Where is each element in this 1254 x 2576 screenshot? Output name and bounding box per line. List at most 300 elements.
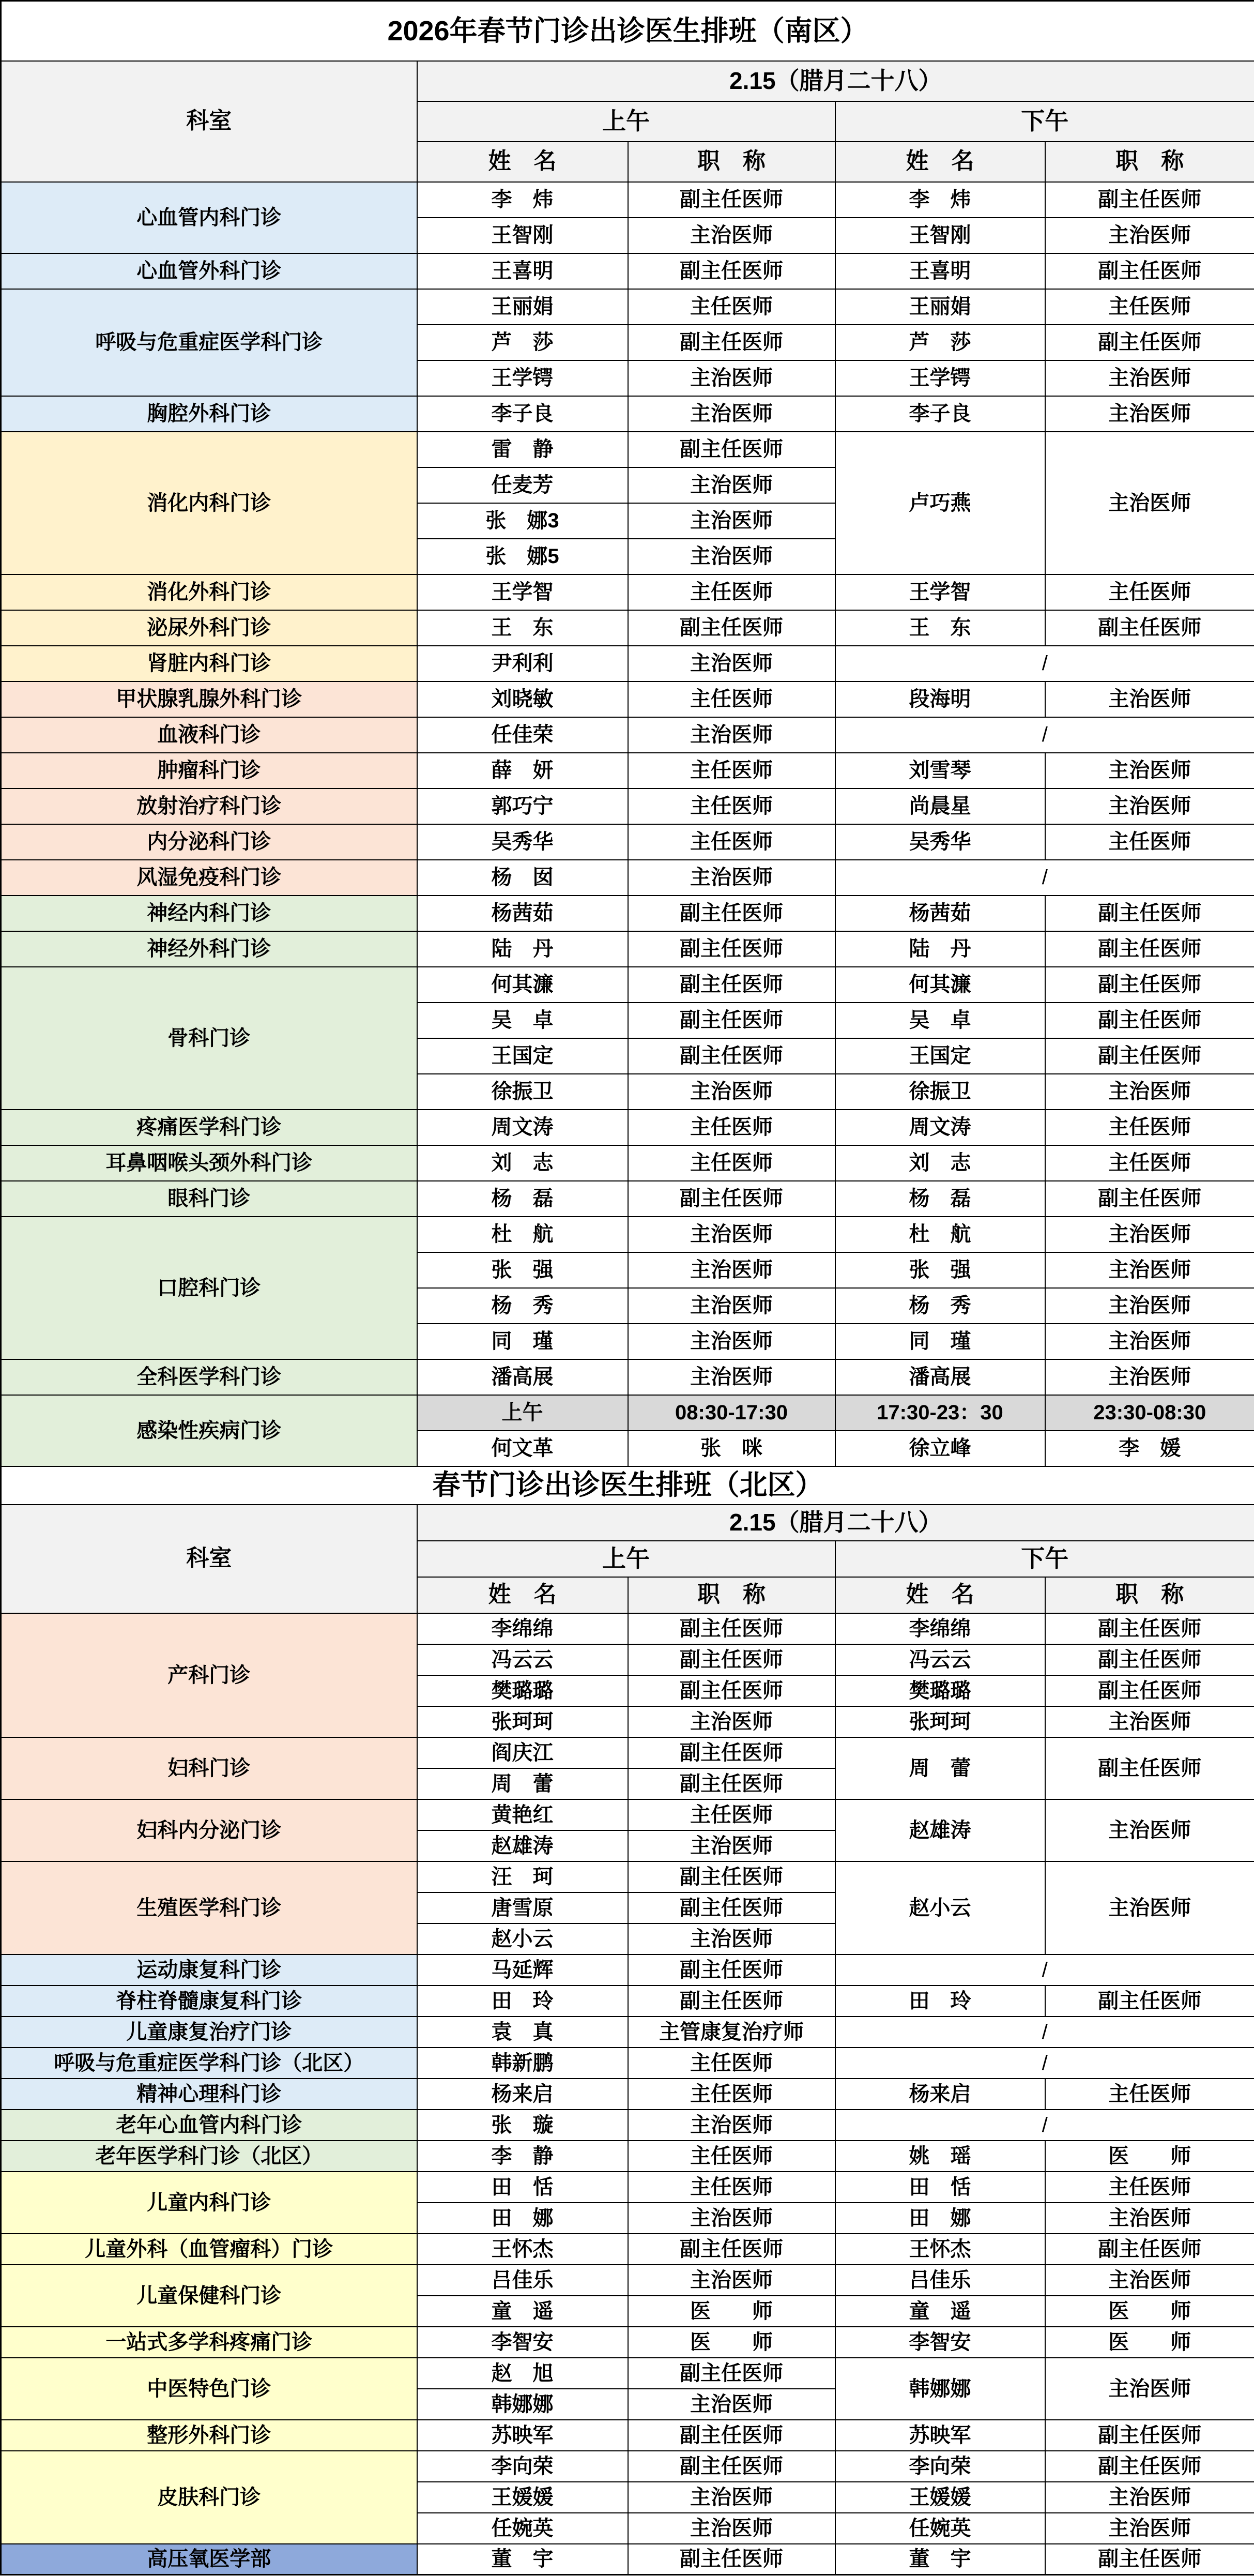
doctor-name-cell: 李绵绵 <box>417 1613 628 1644</box>
doctor-title-cell: 副主任医师 <box>1045 2420 1254 2451</box>
table-row <box>1 574 1254 610</box>
doctor-title-cell: 副主任医师 <box>1045 1181 1254 1217</box>
doctor-title-cell: 主任医师 <box>1045 1145 1254 1181</box>
dept-cell: 整形外科门诊 <box>1 2420 417 2451</box>
doctor-title-cell: 副主任医师 <box>628 253 835 289</box>
doctor-name-cell: 童 遥 <box>417 2296 628 2327</box>
doctor-title-cell: 副主任医师 <box>628 610 835 646</box>
table-row <box>1 1181 1254 1217</box>
name-column-header: 姓 名 <box>417 142 628 182</box>
table-row <box>1 1217 1254 1252</box>
doctor-name-cell: 杨来启 <box>835 2079 1045 2110</box>
doctor-name-cell: 黄艳红 <box>417 1799 628 1830</box>
doctor-name-cell: 冯云云 <box>417 1644 628 1675</box>
doctor-title-cell: 主任医师 <box>628 2079 835 2110</box>
doctor-title-cell: 副主任医师 <box>628 2358 835 2389</box>
schedule-table-body <box>1 1 1254 2575</box>
doctor-title-cell: 主治医师 <box>628 1288 835 1324</box>
doctor-name-cell: 童 遥 <box>835 2296 1045 2327</box>
doctor-name-cell: 田 玲 <box>417 1986 628 2017</box>
doctor-name-cell: 周 蕾 <box>417 1768 628 1799</box>
doctor-name-cell: 苏映军 <box>417 2420 628 2451</box>
doctor-title-cell: 副主任医师 <box>1045 1038 1254 1074</box>
doctor-title-cell: 副主任医师 <box>1045 967 1254 1003</box>
doctor-name-cell: 苏映军 <box>835 2420 1045 2451</box>
doctor-name-cell: 阎庆江 <box>417 1737 628 1768</box>
doctor-name-cell: 李智安 <box>417 2327 628 2358</box>
dept-cell: 眼科门诊 <box>1 1181 417 1217</box>
doctor-name-cell: 王媛媛 <box>835 2482 1045 2513</box>
doctor-title-cell: 主任医师 <box>628 824 835 860</box>
table-row <box>1 182 1254 218</box>
doctor-name-cell: 袁 真 <box>417 2017 628 2048</box>
doctor-title-cell: 副主任医师 <box>628 1892 835 1923</box>
dept-cell: 精神心理科门诊 <box>1 2079 417 2110</box>
dept-cell: 运动康复科门诊 <box>1 1954 417 1986</box>
doctor-title-cell: 主治医师 <box>628 1830 835 1861</box>
table-row <box>1 789 1254 824</box>
doctor-title-cell: 主治医师 <box>1045 2482 1254 2513</box>
dept-cell: 皮肤科门诊 <box>1 2451 417 2544</box>
doctor-name-cell: 吴秀华 <box>417 824 628 860</box>
morning-header: 上午 <box>417 101 835 142</box>
table-row <box>1 2451 1254 2482</box>
doctor-title-cell: 副主任医师 <box>628 325 835 360</box>
doctor-title-cell: 副主任医师 <box>1045 610 1254 646</box>
doctor-name-cell: 韩娜娜 <box>835 2358 1045 2420</box>
doctor-name-cell: 周 蕾 <box>835 1737 1045 1799</box>
doctor-name-cell: 樊璐璐 <box>417 1675 628 1706</box>
table-row <box>1 2327 1254 2358</box>
table-row <box>1 1613 1254 1644</box>
doctor-title-cell: 副主任医师 <box>1045 2544 1254 2575</box>
doctor-name-cell: 同 瑾 <box>417 1324 628 1359</box>
table-row <box>1 2234 1254 2265</box>
doctor-name-cell: 雷 静 <box>417 432 628 467</box>
dept-cell: 呼吸与危重症医学科门诊 <box>1 289 417 396</box>
doctor-name-cell: 杨来启 <box>417 2079 628 2110</box>
doctor-title-cell: 主治医师 <box>628 539 835 574</box>
doctor-name-cell: 杨茜茹 <box>835 896 1045 931</box>
doctor-title-cell: 副主任医师 <box>1045 253 1254 289</box>
doctor-title-cell: 副主任医师 <box>1045 2234 1254 2265</box>
doctor-title-cell: 副主任医师 <box>628 1861 835 1892</box>
table-row <box>1 2048 1254 2079</box>
date-header: 2.15（腊月二十八） <box>417 1505 1254 1541</box>
doctor-title-cell: 主治医师 <box>628 646 835 681</box>
doctor-title-cell: 副主任医师 <box>628 1737 835 1768</box>
doctor-name-cell: 田 恬 <box>417 2172 628 2203</box>
dept-cell: 全科医学科门诊 <box>1 1359 417 1395</box>
doctor-title-cell: 副主任医师 <box>1045 182 1254 218</box>
doctor-name-cell: 何其濂 <box>417 967 628 1003</box>
table-row <box>1 1110 1254 1145</box>
doctor-name-cell: 吴 卓 <box>417 1003 628 1038</box>
doctor-title-cell: 副主任医师 <box>628 967 835 1003</box>
doctor-title-cell: 医 师 <box>1045 2296 1254 2327</box>
doctor-name-cell: 刘 志 <box>417 1145 628 1181</box>
doctor-title-cell: 副主任医师 <box>628 182 835 218</box>
doctor-name-cell: 杨 秀 <box>417 1288 628 1324</box>
doctor-name-cell: 同 瑾 <box>835 1324 1045 1359</box>
doctor-title-cell: 主治医师 <box>1045 1861 1254 1954</box>
doctor-name-cell: 杨 磊 <box>835 1181 1045 1217</box>
doctor-title-cell: 主治医师 <box>1045 789 1254 824</box>
doctor-name-cell: 尚晨星 <box>835 789 1045 824</box>
dept-cell: 神经外科门诊 <box>1 931 417 967</box>
table-row <box>1 2172 1254 2203</box>
table-row <box>1 253 1254 289</box>
doctor-title-cell: 副主任医师 <box>1045 1613 1254 1644</box>
table-row <box>1 2544 1254 2575</box>
doctor-title-cell: 主治医师 <box>628 503 835 539</box>
doctor-name-cell: 王智刚 <box>835 218 1045 253</box>
doctor-name-cell: 张珂珂 <box>417 1706 628 1737</box>
dept-cell: 疼痛医学科门诊 <box>1 1110 417 1145</box>
doctor-title-cell: 主治医师 <box>628 2203 835 2234</box>
doctor-title-cell: 主治医师 <box>628 1324 835 1359</box>
dept-cell: 甲状腺乳腺外科门诊 <box>1 681 417 717</box>
dept-cell: 妇科门诊 <box>1 1737 417 1799</box>
dept-cell: 肾脏内科门诊 <box>1 646 417 681</box>
dept-cell: 产科门诊 <box>1 1613 417 1737</box>
doctor-name-cell: 刘雪琴 <box>835 753 1045 789</box>
doctor-name-cell: 田 玲 <box>835 1986 1045 2017</box>
doctor-name-cell: 杜 航 <box>835 1217 1045 1252</box>
slash-cell: / <box>835 2048 1254 2079</box>
doctor-name-cell: 张 娜3 <box>417 503 628 539</box>
doctor-name-cell: 王学智 <box>835 574 1045 610</box>
section-title: 春节门诊出诊医生排班（北区） <box>1 1466 1254 1505</box>
table-row <box>1 432 1254 467</box>
doctor-name-cell: 芦 莎 <box>835 325 1045 360</box>
doctor-title-cell: 主任医师 <box>628 1145 835 1181</box>
dept-cell: 感染性疾病门诊 <box>1 1395 417 1466</box>
doctor-title-cell: 主任医师 <box>628 2141 835 2172</box>
doctor-name-cell: 郭巧宁 <box>417 789 628 824</box>
title-column-header: 职 称 <box>1045 1577 1254 1613</box>
doctor-title-cell: 主治医师 <box>628 2389 835 2420</box>
doctor-title-cell: 主治医师 <box>1045 1324 1254 1359</box>
doctor-title-cell: 主任医师 <box>628 1110 835 1145</box>
doctor-title-cell: 主任医师 <box>628 574 835 610</box>
name-column-header: 姓 名 <box>417 1577 628 1613</box>
dept-cell: 泌尿外科门诊 <box>1 610 417 646</box>
doctor-name-cell: 张 娜5 <box>417 539 628 574</box>
doctor-title-cell: 副主任医师 <box>1045 1675 1254 1706</box>
dept-cell: 一站式多学科疼痛门诊 <box>1 2327 417 2358</box>
doctor-title-cell: 医 师 <box>628 2327 835 2358</box>
dept-cell: 妇科内分泌门诊 <box>1 1799 417 1861</box>
doctor-name-cell: 吴秀华 <box>835 824 1045 860</box>
slash-cell: / <box>835 717 1254 753</box>
doctor-name-cell: 张珂珂 <box>835 1706 1045 1737</box>
doctor-title-cell: 副主任医师 <box>628 2544 835 2575</box>
doctor-name-cell: 任婉英 <box>835 2513 1045 2544</box>
doctor-title-cell: 副主任医师 <box>628 1613 835 1644</box>
doctor-name-cell: 王智刚 <box>417 218 628 253</box>
doctor-name-cell: 潘高展 <box>417 1359 628 1395</box>
doctor-title-cell: 主任医师 <box>1045 2172 1254 2203</box>
dept-column-header: 科室 <box>1 61 417 182</box>
table-row <box>1 2265 1254 2296</box>
table-row <box>1 61 1254 101</box>
slash-cell: / <box>835 646 1254 681</box>
doctor-name-cell: 潘高展 <box>835 1359 1045 1395</box>
name-column-header: 姓 名 <box>835 142 1045 182</box>
dept-cell: 肿瘤科门诊 <box>1 753 417 789</box>
doctor-name-cell: 李 媛 <box>1045 1431 1254 1466</box>
doctor-title-cell: 副主任医师 <box>1045 896 1254 931</box>
doctor-name-cell: 王国定 <box>835 1038 1045 1074</box>
doctor-name-cell: 尹利利 <box>417 646 628 681</box>
doctor-name-cell: 李智安 <box>835 2327 1045 2358</box>
doctor-name-cell: 杨茜茹 <box>417 896 628 931</box>
doctor-name-cell: 李 静 <box>417 2141 628 2172</box>
title-column-header: 职 称 <box>628 1577 835 1613</box>
doctor-name-cell: 田 娜 <box>835 2203 1045 2234</box>
dept-cell: 口腔科门诊 <box>1 1217 417 1359</box>
slash-cell: / <box>835 1954 1254 1986</box>
doctor-title-cell: 副主任医师 <box>1045 1986 1254 2017</box>
dept-cell: 耳鼻咽喉头颈外科门诊 <box>1 1145 417 1181</box>
doctor-title-cell: 医 师 <box>1045 2141 1254 2172</box>
doctor-name-cell: 任麦芳 <box>417 467 628 503</box>
doctor-name-cell: 杨 秀 <box>835 1288 1045 1324</box>
doctor-name-cell: 王丽娟 <box>417 289 628 325</box>
doctor-name-cell: 王 东 <box>417 610 628 646</box>
doctor-title-cell: 主治医师 <box>1045 753 1254 789</box>
doctor-name-cell: 周文涛 <box>835 1110 1045 1145</box>
doctor-name-cell: 李 炜 <box>417 182 628 218</box>
dept-cell: 内分泌科门诊 <box>1 824 417 860</box>
table-row <box>1 2110 1254 2141</box>
doctor-name-cell: 吴 卓 <box>835 1003 1045 1038</box>
doctor-name-cell: 韩娜娜 <box>417 2389 628 2420</box>
dept-cell: 儿童保健科门诊 <box>1 2265 417 2327</box>
dept-cell: 呼吸与危重症医学科门诊（北区） <box>1 2048 417 2079</box>
morning-header: 上午 <box>417 1541 835 1577</box>
table-row <box>1 681 1254 717</box>
dept-cell: 中医特色门诊 <box>1 2358 417 2420</box>
doctor-name-cell: 何文革 <box>417 1431 628 1466</box>
dept-cell: 放射治疗科门诊 <box>1 789 417 824</box>
doctor-name-cell: 杜 航 <box>417 1217 628 1252</box>
doctor-title-cell: 主任医师 <box>628 1799 835 1830</box>
doctor-title-cell: 主治医师 <box>1045 218 1254 253</box>
doctor-name-cell: 徐振卫 <box>417 1074 628 1110</box>
doctor-name-cell: 薛 妍 <box>417 753 628 789</box>
table-row <box>1 1986 1254 2017</box>
doctor-name-cell: 姚 瑶 <box>835 2141 1045 2172</box>
doctor-title-cell: 主任医师 <box>628 2172 835 2203</box>
doctor-title-cell: 主任医师 <box>628 289 835 325</box>
dept-cell: 老年心血管内科门诊 <box>1 2110 417 2141</box>
table-row <box>1 824 1254 860</box>
doctor-name-cell: 刘 志 <box>835 1145 1045 1181</box>
doctor-title-cell: 主治医师 <box>1045 2265 1254 2296</box>
doctor-title-cell: 主任医师 <box>1045 289 1254 325</box>
dept-cell: 胸腔外科门诊 <box>1 396 417 432</box>
shift-time-cell: 08:30-17:30 <box>628 1395 835 1431</box>
doctor-title-cell: 副主任医师 <box>1045 1644 1254 1675</box>
doctor-title-cell: 副主任医师 <box>628 1954 835 1986</box>
shift-time-cell: 23:30-08:30 <box>1045 1395 1254 1431</box>
doctor-title-cell: 主治医师 <box>1045 2203 1254 2234</box>
table-row <box>1 2358 1254 2389</box>
dept-cell: 血液科门诊 <box>1 717 417 753</box>
doctor-name-cell: 赵 旭 <box>417 2358 628 2389</box>
doctor-name-cell: 王国定 <box>417 1038 628 1074</box>
table-row <box>1 1861 1254 1892</box>
table-row <box>1 1737 1254 1768</box>
dept-cell: 心血管外科门诊 <box>1 253 417 289</box>
table-row <box>1 1954 1254 1986</box>
doctor-title-cell: 主治医师 <box>628 1923 835 1954</box>
doctor-name-cell: 陆 丹 <box>417 931 628 967</box>
doctor-title-cell: 主治医师 <box>628 360 835 396</box>
doctor-name-cell: 马延辉 <box>417 1954 628 1986</box>
doctor-title-cell: 主任医师 <box>1045 1110 1254 1145</box>
table-row <box>1 1466 1254 1505</box>
doctor-name-cell: 陆 丹 <box>835 931 1045 967</box>
table-row <box>1 753 1254 789</box>
doctor-name-cell: 李向荣 <box>835 2451 1045 2482</box>
doctor-title-cell: 主治医师 <box>628 860 835 896</box>
doctor-title-cell: 主治医师 <box>1045 432 1254 574</box>
doctor-title-cell: 副主任医师 <box>628 1038 835 1074</box>
doctor-title-cell: 主管康复治疗师 <box>628 2017 835 2048</box>
doctor-name-cell: 田 娜 <box>417 2203 628 2234</box>
doctor-title-cell: 主治医师 <box>628 1217 835 1252</box>
doctor-name-cell: 吕佳乐 <box>417 2265 628 2296</box>
doctor-title-cell: 主任医师 <box>1045 824 1254 860</box>
doctor-title-cell: 主治医师 <box>628 2265 835 2296</box>
doctor-name-cell: 杨 囡 <box>417 860 628 896</box>
table-row <box>1 2141 1254 2172</box>
afternoon-header: 下午 <box>835 101 1254 142</box>
dept-cell: 儿童康复治疗门诊 <box>1 2017 417 2048</box>
doctor-name-cell: 赵小云 <box>417 1923 628 1954</box>
doctor-name-cell: 王喜明 <box>835 253 1045 289</box>
slash-cell: / <box>835 2110 1254 2141</box>
table-row <box>1 1505 1254 1541</box>
doctor-title-cell: 医 师 <box>1045 2327 1254 2358</box>
doctor-title-cell: 主治医师 <box>628 2482 835 2513</box>
doctor-title-cell: 主治医师 <box>1045 1217 1254 1252</box>
doctor-name-cell: 周文涛 <box>417 1110 628 1145</box>
doctor-name-cell: 王喜明 <box>417 253 628 289</box>
doctor-title-cell: 主治医师 <box>1045 2513 1254 2544</box>
doctor-title-cell: 副主任医师 <box>628 1003 835 1038</box>
doctor-name-cell: 王学锷 <box>835 360 1045 396</box>
doctor-title-cell: 主治医师 <box>1045 1252 1254 1288</box>
doctor-title-cell: 副主任医师 <box>1045 1737 1254 1799</box>
doctor-name-cell: 冯云云 <box>835 1644 1045 1675</box>
doctor-name-cell: 吕佳乐 <box>835 2265 1045 2296</box>
table-row <box>1 646 1254 681</box>
doctor-name-cell: 何其濂 <box>835 967 1045 1003</box>
doctor-name-cell: 王怀杰 <box>835 2234 1045 2265</box>
slash-cell: / <box>835 860 1254 896</box>
dept-cell: 生殖医学科门诊 <box>1 1861 417 1954</box>
doctor-title-cell: 主治医师 <box>628 1074 835 1110</box>
doctor-name-cell: 刘晓敏 <box>417 681 628 717</box>
table-row <box>1 289 1254 325</box>
dept-cell: 脊柱脊髓康复科门诊 <box>1 1986 417 2017</box>
doctor-title-cell: 主治医师 <box>628 1706 835 1737</box>
table-row <box>1 396 1254 432</box>
dept-cell: 骨科门诊 <box>1 967 417 1110</box>
doctor-title-cell: 主治医师 <box>1045 360 1254 396</box>
doctor-name-cell: 樊璐璐 <box>835 1675 1045 1706</box>
doctor-title-cell: 主任医师 <box>628 789 835 824</box>
title-column-header: 职 称 <box>628 142 835 182</box>
doctor-title-cell: 副主任医师 <box>628 896 835 931</box>
shift-time-cell: 17:30-23：30 <box>835 1395 1045 1431</box>
doctor-name-cell: 王学锷 <box>417 360 628 396</box>
dept-cell: 风湿免疫科门诊 <box>1 860 417 896</box>
doctor-name-cell: 赵小云 <box>835 1861 1045 1954</box>
title-column-header: 职 称 <box>1045 142 1254 182</box>
slash-cell: / <box>835 2017 1254 2048</box>
doctor-title-cell: 主治医师 <box>628 2110 835 2141</box>
doctor-title-cell: 副主任医师 <box>628 2451 835 2482</box>
table-row <box>1 717 1254 753</box>
doctor-title-cell: 副主任医师 <box>1045 325 1254 360</box>
doctor-name-cell: 徐立峰 <box>835 1431 1045 1466</box>
doctor-title-cell: 主治医师 <box>628 396 835 432</box>
name-column-header: 姓 名 <box>835 1577 1045 1613</box>
table-row <box>1 2420 1254 2451</box>
doctor-title-cell: 主任医师 <box>1045 574 1254 610</box>
date-header: 2.15（腊月二十八） <box>417 61 1254 101</box>
doctor-title-cell: 主治医师 <box>628 218 835 253</box>
doctor-name-cell: 韩新鹏 <box>417 2048 628 2079</box>
table-row <box>1 896 1254 931</box>
table-row <box>1 967 1254 1003</box>
doctor-name-cell: 王学智 <box>417 574 628 610</box>
doctor-title-cell: 副主任医师 <box>628 1675 835 1706</box>
doctor-name-cell: 杨 磊 <box>417 1181 628 1217</box>
doctor-title-cell: 主治医师 <box>628 717 835 753</box>
doctor-name-cell: 张 咪 <box>628 1431 835 1466</box>
doctor-name-cell: 李绵绵 <box>835 1613 1045 1644</box>
doctor-title-cell: 主任医师 <box>628 2048 835 2079</box>
doctor-title-cell: 副主任医师 <box>628 1644 835 1675</box>
doctor-title-cell: 主治医师 <box>1045 1799 1254 1861</box>
table-row <box>1 2017 1254 2048</box>
doctor-name-cell: 李子良 <box>417 396 628 432</box>
doctor-name-cell: 赵雄涛 <box>835 1799 1045 1861</box>
doctor-title-cell: 主治医师 <box>1045 396 1254 432</box>
table-row <box>1 860 1254 896</box>
doctor-title-cell: 主治医师 <box>628 467 835 503</box>
doctor-title-cell: 副主任医师 <box>628 1181 835 1217</box>
table-row <box>1 1395 1254 1431</box>
doctor-title-cell: 副主任医师 <box>628 1986 835 2017</box>
dept-cell: 心血管内科门诊 <box>1 182 417 253</box>
doctor-name-cell: 任佳荣 <box>417 717 628 753</box>
doctor-title-cell: 主治医师 <box>628 2513 835 2544</box>
doctor-title-cell: 主任医师 <box>628 753 835 789</box>
doctor-name-cell: 段海明 <box>835 681 1045 717</box>
doctor-name-cell: 田 恬 <box>835 2172 1045 2203</box>
doctor-title-cell: 副主任医师 <box>1045 931 1254 967</box>
doctor-title-cell: 副主任医师 <box>628 1768 835 1799</box>
table-row <box>1 1799 1254 1830</box>
doctor-name-cell: 张 强 <box>417 1252 628 1288</box>
